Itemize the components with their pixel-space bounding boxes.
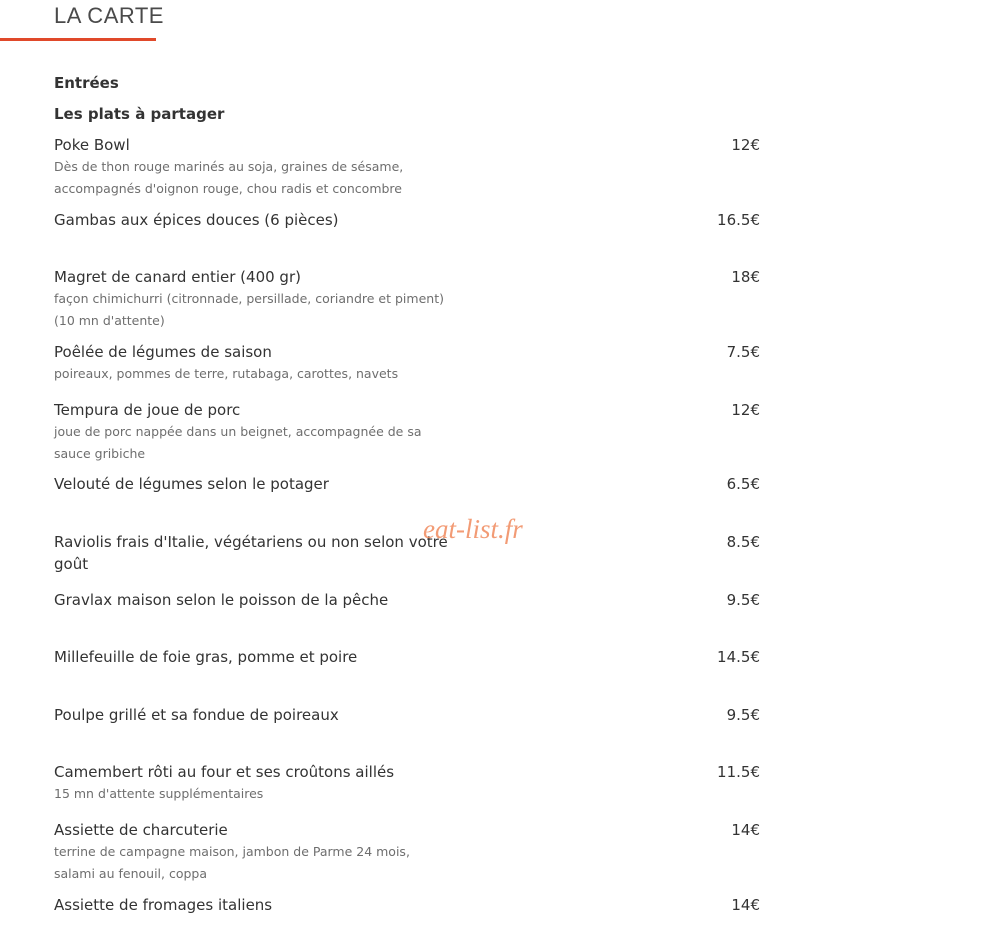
item-price: 9.5€ — [726, 591, 760, 609]
subheading-plats-a-partager: Les plats à partager — [54, 105, 225, 123]
menu-item-magret-de-canard — [54, 266, 764, 332]
item-description: façon chimichurri (citronnade, persillade, coriandre et piment) — [54, 291, 444, 306]
page-header — [0, 0, 989, 50]
menu-item-camembert-roti — [54, 761, 764, 805]
menu-item-tempura-joue-de-porc — [54, 399, 764, 465]
menu-item-gambas — [54, 209, 764, 231]
menu-item-raviolis-frais — [54, 531, 764, 575]
item-price: 18€ — [731, 268, 760, 286]
item-name: Velouté de légumes selon le potager — [54, 475, 329, 493]
item-price: 12€ — [731, 401, 760, 419]
page-title: LA CARTE — [54, 3, 164, 28]
item-price: 12€ — [731, 136, 760, 154]
item-name: Gambas aux épices douces (6 pièces) — [54, 211, 339, 229]
item-description: salami au fenouil, coppa — [54, 866, 208, 881]
item-price: 14.5€ — [717, 648, 760, 666]
item-description: joue de porc nappée dans un beignet, accompagnée de sa — [54, 424, 422, 439]
item-description: 15 mn d'attente supplémentaires — [54, 786, 264, 801]
title-underline — [0, 38, 156, 41]
menu-item-poelee-de-legumes — [54, 341, 764, 385]
item-price: 7.5€ — [726, 343, 760, 361]
section-heading-entrees: Entrées — [54, 74, 119, 92]
item-name: Magret de canard entier (400 gr) — [54, 268, 301, 286]
menu-item-gravlax-maison — [54, 589, 764, 611]
item-price: 6.5€ — [726, 475, 760, 493]
item-description: (10 mn d'attente) — [54, 313, 165, 328]
item-name: Assiette de fromages italiens — [54, 896, 273, 914]
item-price: 16.5€ — [717, 211, 760, 229]
item-price: 8.5€ — [726, 533, 760, 551]
menu-item-assiette-de-charcuterie — [54, 819, 764, 885]
item-description: sauce gribiche — [54, 446, 146, 461]
item-name: Poulpe grillé et sa fondue de poireaux — [54, 706, 339, 724]
item-name: Poêlée de légumes de saison — [54, 343, 272, 361]
menu-item-poke-bowl — [54, 134, 764, 200]
item-price: 14€ — [731, 896, 760, 914]
item-name: Tempura de joue de porc — [54, 401, 241, 419]
item-price: 11.5€ — [717, 763, 760, 781]
menu-item-assiette-de-fromages — [54, 894, 764, 916]
menu-item-millefeuille-foie-gras — [54, 646, 764, 668]
watermark-text: eat-list.fr — [423, 514, 523, 544]
item-description: terrine de campagne maison, jambon de Parme 24 mois, — [54, 844, 410, 859]
item-name: Millefeuille de foie gras, pomme et poire — [54, 648, 358, 666]
menu-item-veloute-de-legumes — [54, 473, 764, 495]
menu-headings — [54, 73, 224, 124]
item-name: Assiette de charcuterie — [54, 821, 228, 839]
item-name: Poke Bowl — [54, 136, 130, 154]
item-price: 9.5€ — [726, 706, 760, 724]
item-description: Dès de thon rouge marinés au soja, graines de sésame, — [54, 159, 404, 174]
item-price: 14€ — [731, 821, 760, 839]
item-name: Raviolis frais d'Italie, végétariens ou non selon votre goût — [54, 533, 448, 573]
menu-item-poulpe-grille — [54, 704, 764, 726]
item-description: poireaux, pommes de terre, rutabaga, carottes, navets — [54, 366, 399, 381]
item-description: accompagnés d'oignon rouge, chou radis et concombre — [54, 181, 402, 196]
item-name: Gravlax maison selon le poisson de la pêche — [54, 591, 389, 609]
item-name: Camembert rôti au four et ses croûtons aillés — [54, 763, 395, 781]
